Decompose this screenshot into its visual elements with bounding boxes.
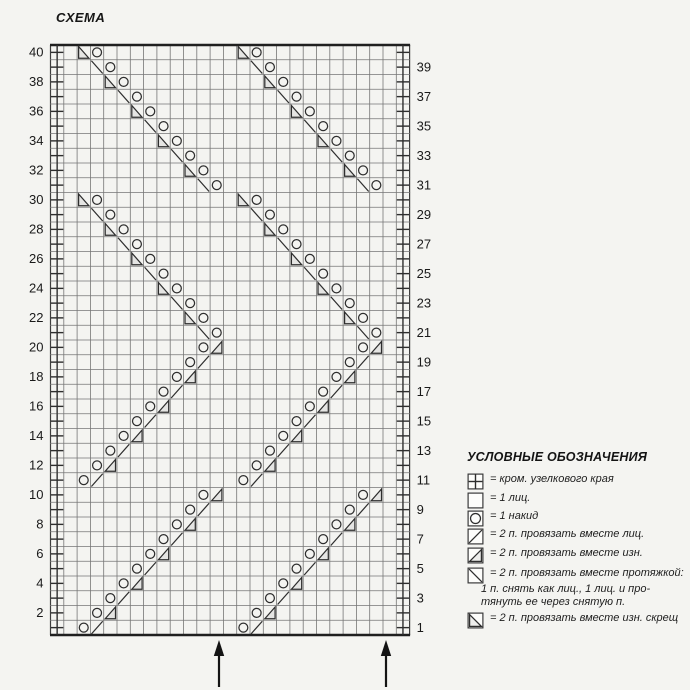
- yo-symbol: [119, 579, 128, 588]
- repeat-arrow-icon: [381, 640, 391, 687]
- p2-symbol: [345, 371, 355, 383]
- ssk-symbol: [118, 90, 129, 103]
- p2-symbol: [212, 342, 222, 354]
- p2tbl-symbol: [79, 194, 89, 206]
- yo-symbol: [146, 107, 155, 116]
- yo-symbol: [119, 77, 128, 86]
- yo-symbol: [359, 166, 368, 175]
- row-number: 25: [416, 265, 432, 281]
- edge-stitch-icon: [467, 473, 484, 490]
- yo-symbol: [159, 269, 168, 278]
- yo-symbol: [159, 535, 168, 544]
- p2-symbol: [371, 489, 381, 501]
- yo-symbol: [119, 431, 128, 440]
- yo-symbol: [359, 313, 368, 322]
- ssk-icon: [467, 567, 484, 584]
- legend: [467, 450, 689, 624]
- yo-symbol: [199, 166, 208, 175]
- yo-symbol: [212, 181, 221, 190]
- legend-item-text: = кром. узелкового края: [490, 473, 614, 485]
- ssk-symbol: [357, 179, 368, 192]
- k2-symbol: [331, 533, 342, 546]
- p2tbl-symbol: [265, 76, 275, 88]
- row-number: 14: [29, 428, 44, 444]
- yo-symbol: [93, 48, 102, 57]
- row-number: 17: [416, 383, 432, 399]
- ssk-symbol: [198, 179, 209, 192]
- yo-symbol: [292, 417, 301, 426]
- row-number: 21: [416, 324, 432, 340]
- k2-symbol: [118, 444, 129, 457]
- yo-symbol: [305, 254, 314, 263]
- legend-item-text: = 2 п. провязать вместе изн.: [490, 547, 643, 559]
- ssk-symbol: [198, 326, 209, 339]
- legend-item-text: = 1 лиц.: [490, 492, 531, 504]
- p2tbl-symbol: [238, 194, 248, 206]
- p2-symbol: [318, 401, 328, 413]
- ssk-symbol: [304, 267, 315, 280]
- p2-symbol: [291, 430, 301, 442]
- yo-symbol: [252, 48, 261, 57]
- yo-symbol: [345, 151, 354, 160]
- yo-symbol: [305, 107, 314, 116]
- yo-symbol: [265, 594, 274, 603]
- k2-symbol: [251, 621, 262, 634]
- k2-symbol: [91, 474, 102, 487]
- p2tbl-symbol: [132, 253, 142, 265]
- legend-item-text-continuation: 1 п. снять как лиц., 1 лиц. и про-: [481, 582, 651, 595]
- yo-symbol: [359, 343, 368, 352]
- yo-symbol: [265, 446, 274, 455]
- k2-symbol: [357, 356, 368, 369]
- k2-symbol: [171, 385, 182, 398]
- row-number: 12: [29, 457, 44, 473]
- row-number: 38: [29, 74, 44, 90]
- yo-symbol: [292, 564, 301, 573]
- p2tbl-symbol: [291, 253, 301, 265]
- row-number: 37: [416, 88, 432, 104]
- k2-symbol: [278, 444, 289, 457]
- yo-symbol: [345, 299, 354, 308]
- ssk-symbol: [331, 297, 342, 310]
- ssk-symbol: [278, 238, 289, 251]
- row-number: 29: [416, 206, 432, 222]
- yo-symbol: [332, 520, 341, 529]
- yo-symbol: [372, 328, 381, 337]
- p2-symbol: [265, 607, 275, 619]
- row-number: 8: [36, 516, 44, 532]
- row-number: 33: [416, 147, 432, 163]
- yo-symbol: [305, 402, 314, 411]
- p2-symbol: [265, 460, 275, 472]
- yo-symbol: [332, 372, 341, 381]
- p2tbl-symbol: [158, 135, 168, 147]
- p2tbl-symbol: [158, 283, 168, 295]
- yo-symbol: [106, 210, 115, 219]
- yo-symbol: [93, 461, 102, 470]
- yo-symbol: [279, 77, 288, 86]
- legend-item-text: = 2 п. провязать вместе лиц.: [490, 528, 645, 540]
- yo-symbol: [93, 195, 102, 204]
- k2-symbol: [331, 385, 342, 398]
- row-number: 5: [416, 560, 424, 576]
- yo-symbol: [239, 623, 248, 632]
- p2-symbol: [132, 430, 142, 442]
- p2-symbol: [185, 519, 195, 531]
- yo-symbol: [106, 446, 115, 455]
- yo-symbol: [79, 476, 88, 485]
- p2-symbol: [132, 578, 142, 590]
- yo-symbol: [252, 461, 261, 470]
- row-number: 16: [29, 398, 44, 414]
- yo-symbol: [146, 254, 155, 263]
- row-number: 2: [36, 605, 44, 621]
- yo-symbol: [172, 372, 181, 381]
- p2tog-tbl-icon: [467, 612, 484, 629]
- p2tbl-symbol: [79, 47, 89, 59]
- p2tbl-symbol: [318, 135, 328, 147]
- legend-item: [467, 492, 530, 509]
- yo-symbol: [305, 549, 314, 558]
- yo-symbol: [132, 564, 141, 573]
- yo-symbol: [146, 402, 155, 411]
- yo-symbol: [199, 313, 208, 322]
- yo-symbol: [186, 505, 195, 514]
- row-number: 28: [29, 221, 44, 237]
- k2-symbol: [357, 503, 368, 516]
- ssk-symbol: [251, 208, 262, 221]
- p2tbl-symbol: [345, 312, 355, 324]
- row-number: 39: [416, 59, 432, 75]
- yo-symbol: [159, 122, 168, 131]
- k2-symbol: [251, 474, 262, 487]
- k2-symbol: [304, 415, 315, 428]
- ssk-symbol: [118, 238, 129, 251]
- yo-symbol: [345, 505, 354, 514]
- p2tbl-symbol: [132, 106, 142, 118]
- p2tbl-symbol: [291, 106, 301, 118]
- p2tbl-symbol: [265, 224, 275, 236]
- yo-symbol: [265, 210, 274, 219]
- yo-symbol: [159, 387, 168, 396]
- yo-symbol: [132, 240, 141, 249]
- yo-symbol: [106, 63, 115, 72]
- p2-symbol: [185, 371, 195, 383]
- k2-symbol: [118, 592, 129, 605]
- row-number: 3: [416, 590, 424, 606]
- yo-symbol: [106, 594, 115, 603]
- row-number: 27: [416, 236, 432, 252]
- yo-symbol: [319, 387, 328, 396]
- legend-item: [467, 528, 644, 545]
- p2-symbol: [345, 519, 355, 531]
- yo-symbol: [332, 136, 341, 145]
- yo-symbol: [93, 608, 102, 617]
- ssk-symbol: [171, 297, 182, 310]
- row-number: 26: [29, 251, 44, 267]
- row-number: 13: [416, 442, 432, 458]
- ssk-symbol: [251, 61, 262, 74]
- yo-symbol: [199, 343, 208, 352]
- row-number: 7: [416, 531, 424, 547]
- yo-symbol: [319, 122, 328, 131]
- yo-symbol: [279, 579, 288, 588]
- legend-item: [467, 547, 643, 564]
- ssk-symbol: [91, 61, 102, 74]
- p2-symbol: [371, 342, 381, 354]
- yo-symbol: [292, 92, 301, 101]
- yo-symbol: [345, 358, 354, 367]
- yo-symbol: [265, 63, 274, 72]
- repeat-arrow-icon: [214, 640, 224, 687]
- row-number: 20: [29, 339, 44, 355]
- yarn-over-icon: [467, 510, 484, 527]
- yo-symbol: [172, 520, 181, 529]
- k2tog-icon: [467, 528, 484, 545]
- row-number: 23: [416, 295, 432, 311]
- p2-symbol: [318, 548, 328, 560]
- p2tog-icon: [467, 547, 484, 564]
- k2-symbol: [278, 592, 289, 605]
- p2tbl-symbol: [105, 76, 115, 88]
- row-number: 32: [29, 162, 44, 178]
- yo-symbol: [172, 284, 181, 293]
- legend-title: УСЛОВНЫЕ ОБОЗНАЧЕНИЯ: [467, 450, 648, 464]
- row-number: 30: [29, 192, 44, 208]
- row-number: 9: [416, 501, 424, 517]
- p2-symbol: [158, 548, 168, 560]
- row-number: 18: [29, 369, 44, 385]
- ssk-symbol: [278, 90, 289, 103]
- row-number: 31: [416, 177, 432, 193]
- row-number: 24: [29, 280, 44, 296]
- page-title: СХЕМА: [56, 10, 106, 25]
- ssk-symbol: [145, 267, 156, 280]
- yo-symbol: [279, 431, 288, 440]
- p2-symbol: [105, 607, 115, 619]
- k2-symbol: [91, 621, 102, 634]
- yo-symbol: [212, 328, 221, 337]
- yo-symbol: [319, 269, 328, 278]
- yo-symbol: [186, 299, 195, 308]
- row-number: 6: [36, 546, 44, 562]
- legend-item-text: = 2 п. провязать вместе изн. скрещ: [490, 612, 679, 624]
- yo-symbol: [279, 225, 288, 234]
- legend-item: [467, 612, 678, 629]
- k2-symbol: [304, 562, 315, 575]
- yo-symbol: [332, 284, 341, 293]
- row-number: 11: [416, 472, 431, 488]
- yo-symbol: [292, 240, 301, 249]
- row-number: 34: [29, 133, 44, 149]
- ssk-symbol: [304, 120, 315, 133]
- p2tbl-symbol: [318, 283, 328, 295]
- row-number: 1: [416, 619, 424, 635]
- row-number: 4: [36, 575, 44, 591]
- k2-symbol: [198, 356, 209, 369]
- knit-icon: [467, 492, 484, 509]
- row-number: 35: [416, 118, 432, 134]
- yo-symbol: [172, 136, 181, 145]
- yo-symbol: [132, 417, 141, 426]
- row-number: 10: [29, 487, 44, 503]
- yo-symbol: [186, 358, 195, 367]
- ssk-symbol: [91, 208, 102, 221]
- yo-symbol: [186, 151, 195, 160]
- yo-symbol: [319, 535, 328, 544]
- yo-symbol: [252, 195, 261, 204]
- yo-symbol: [252, 608, 261, 617]
- p2tbl-symbol: [238, 47, 248, 59]
- yo-symbol: [239, 476, 248, 485]
- yo-symbol: [359, 490, 368, 499]
- row-number: 22: [29, 310, 44, 326]
- p2tbl-symbol: [105, 224, 115, 236]
- k2-symbol: [198, 503, 209, 516]
- p2tbl-symbol: [185, 312, 195, 324]
- yo-symbol: [119, 225, 128, 234]
- p2tbl-symbol: [345, 165, 355, 177]
- p2-symbol: [291, 578, 301, 590]
- k2-symbol: [145, 415, 156, 428]
- k2-symbol: [171, 533, 182, 546]
- legend-item-text: = 1 накид: [490, 510, 539, 522]
- yo-symbol: [372, 181, 381, 190]
- legend-item: [467, 473, 614, 490]
- yo-symbol: [79, 623, 88, 632]
- yo-symbol: [199, 490, 208, 499]
- yo-symbol: [146, 549, 155, 558]
- legend-item-text-continuation: тянуть ее через снятую п.: [481, 596, 626, 609]
- ssk-symbol: [357, 326, 368, 339]
- k2-symbol: [145, 562, 156, 575]
- p2-symbol: [212, 489, 222, 501]
- row-number: 40: [29, 44, 44, 60]
- ssk-symbol: [145, 120, 156, 133]
- legend-item-text: = 2 п. провязать вместе протяжкой:: [490, 567, 684, 579]
- legend-item: [467, 567, 684, 584]
- legend-item: [467, 510, 538, 527]
- yo-symbol: [132, 92, 141, 101]
- row-number: 19: [416, 354, 432, 370]
- row-number: 15: [416, 413, 432, 429]
- p2-symbol: [158, 401, 168, 413]
- ssk-symbol: [171, 149, 182, 162]
- p2tbl-symbol: [185, 165, 195, 177]
- ssk-symbol: [331, 149, 342, 162]
- row-number: 36: [29, 103, 44, 119]
- p2-symbol: [105, 460, 115, 472]
